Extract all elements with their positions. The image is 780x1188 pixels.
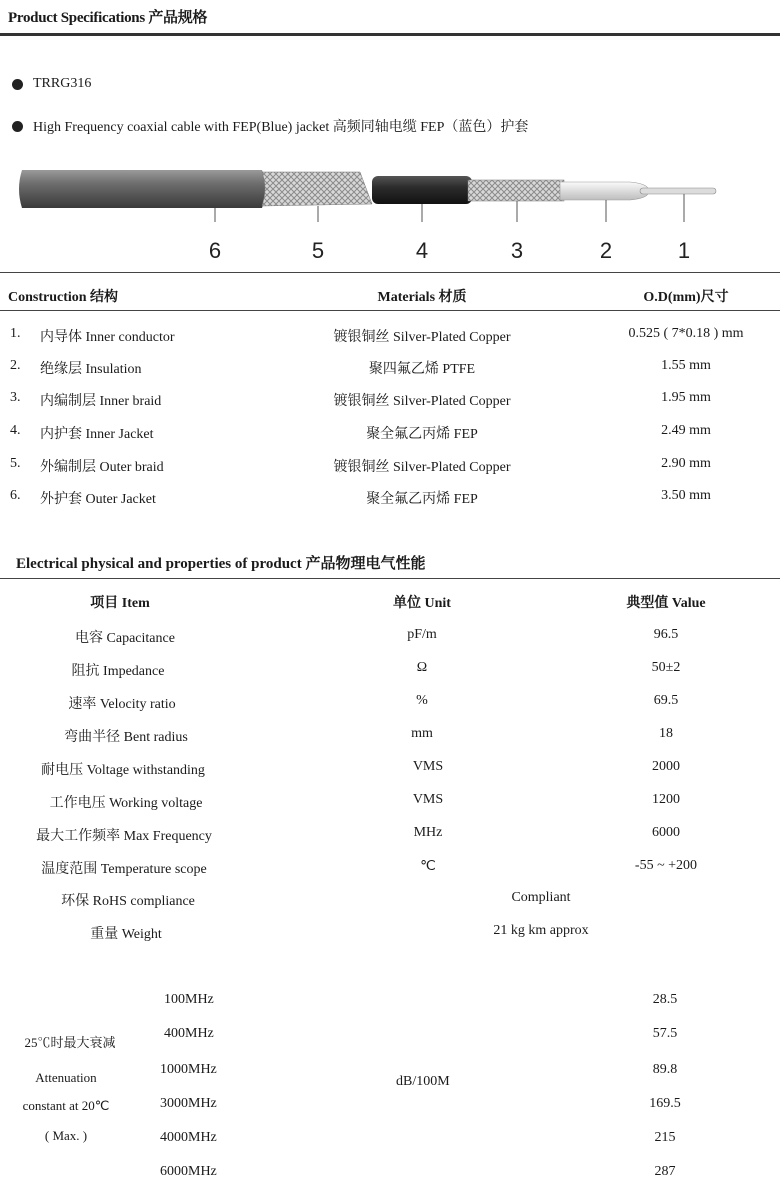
property-unit: ℃ [420, 859, 436, 874]
property-value: 18 [659, 726, 673, 741]
unit-header: 单位 Unit [393, 596, 451, 611]
electrical-top-rule [0, 578, 780, 579]
frequency: 100MHz [164, 992, 214, 1007]
component-od: 3.50 mm [661, 488, 711, 503]
row-number: 6. [10, 488, 21, 503]
component-name: 内护套 Inner Jacket [40, 427, 154, 442]
component-name: 内编制层 Inner braid [40, 394, 162, 409]
item-header: 项目 Item [90, 596, 150, 611]
component-name: 外护套 Outer Jacket [40, 492, 156, 507]
outer-braid-shape [262, 172, 372, 206]
property-value: Compliant [511, 890, 571, 905]
inner-conductor-shape [640, 188, 716, 194]
electrical-header-row [0, 592, 780, 612]
property-name: 电容 Capacitance [75, 631, 175, 646]
property-name: 环保 RoHS compliance [61, 894, 195, 909]
diagram-label-6: 6 [208, 238, 222, 263]
attenuation-value: 287 [654, 1164, 676, 1179]
property-value: 50±2 [651, 660, 681, 675]
attenuation-value: 215 [654, 1130, 676, 1145]
row-number: 1. [10, 326, 21, 341]
component-material: 聚全氟乙丙烯 FEP [366, 427, 478, 442]
frequency: 400MHz [164, 1026, 214, 1041]
bullet-icon [12, 121, 23, 132]
component-material: 镀银铜丝 Silver-Plated Copper [333, 394, 511, 409]
insulation-shape [560, 182, 648, 200]
frequency: 4000MHz [160, 1130, 217, 1145]
property-unit: pF/m [407, 627, 437, 642]
cable-cross-section-diagram [0, 150, 780, 270]
frequency: 6000MHz [160, 1164, 217, 1179]
property-unit: mm [411, 726, 433, 741]
model-name: TRRG316 [33, 76, 92, 91]
construction-header: Construction 结构 [8, 290, 119, 305]
component-od: 1.55 mm [661, 358, 711, 373]
row-number: 4. [10, 423, 21, 438]
frequency: 3000MHz [160, 1096, 217, 1111]
diagram-label-3: 3 [510, 238, 524, 263]
component-name: 外编制层 Outer braid [40, 460, 164, 475]
row-number: 3. [10, 390, 21, 405]
property-value: 1200 [652, 792, 680, 807]
od-header: O.D(mm)尺寸 [643, 290, 729, 305]
row-number: 2. [10, 358, 21, 373]
component-od: 0.525 ( 7*0.18 ) mm [628, 326, 744, 341]
component-material: 聚全氟乙丙烯 FEP [366, 492, 478, 507]
property-name: 弯曲半径 Bent radius [64, 730, 188, 745]
component-material: 聚四氟乙烯 PTFE [368, 362, 476, 377]
header-divider [0, 33, 780, 36]
construction-header-rule [0, 310, 780, 311]
product-description: High Frequency coaxial cable with FEP(Blue) jacket 高频同轴电缆 FEP（蓝色）护套 [33, 120, 529, 135]
page-title: Product Specifications 产品规格 [8, 10, 208, 26]
attenuation-label-en-1: Attenuation [35, 1070, 97, 1085]
diagram-label-1: 1 [677, 238, 691, 263]
diagram-label-4: 4 [415, 238, 429, 263]
property-unit: Ω [416, 660, 428, 675]
attenuation-label-en-3: ( Max. ) [44, 1128, 88, 1143]
diagram-label-5: 5 [311, 238, 325, 263]
property-name: 速率 Velocity ratio [68, 697, 176, 712]
attenuation-label-en-2: constant at 20℃ [22, 1098, 110, 1113]
property-unit: VMS [412, 759, 444, 774]
property-value: 6000 [652, 825, 680, 840]
construction-top-rule [0, 272, 780, 273]
property-unit: VMS [412, 792, 444, 807]
construction-header-row [0, 286, 780, 306]
outer-jacket-shape [19, 170, 266, 208]
description-line [12, 116, 528, 136]
property-name: 温度范围 Temperature scope [41, 862, 207, 877]
attenuation-value: 169.5 [649, 1096, 681, 1111]
property-value: 21 kg km approx [493, 923, 589, 938]
attenuation-unit: dB/100M [396, 1074, 450, 1089]
component-od: 2.90 mm [661, 456, 711, 471]
property-value: 2000 [652, 759, 680, 774]
attenuation-value: 57.5 [652, 1026, 678, 1041]
diagram-label-2: 2 [599, 238, 613, 263]
component-od: 2.49 mm [661, 423, 711, 438]
bullet-icon [12, 79, 23, 90]
component-material: 镀银铜丝 Silver-Plated Copper [333, 460, 511, 475]
value-header: 典型值 Value [626, 596, 706, 611]
attenuation-value: 89.8 [652, 1062, 678, 1077]
property-name: 工作电压 Working voltage [49, 796, 203, 811]
attenuation-label-cn: 25℃时最大衰减 [24, 1035, 116, 1050]
property-unit: % [416, 693, 428, 708]
materials-header: Materials 材质 [377, 290, 467, 305]
property-name: 最大工作频率 Max Frequency [36, 829, 212, 844]
property-value: 69.5 [653, 693, 679, 708]
inner-braid-shape [468, 180, 564, 201]
property-unit: MHz [413, 825, 443, 840]
component-name: 绝缘层 Insulation [40, 362, 142, 377]
property-name: 耐电压 Voltage withstanding [41, 763, 205, 778]
property-value: 96.5 [653, 627, 679, 642]
property-name: 阻抗 Impedance [71, 664, 165, 679]
component-name: 内导体 Inner conductor [40, 330, 175, 345]
model-line [12, 76, 91, 92]
frequency: 1000MHz [160, 1062, 217, 1077]
inner-jacket-shape [372, 176, 472, 204]
component-material: 镀银铜丝 Silver-Plated Copper [333, 330, 511, 345]
component-od: 1.95 mm [661, 390, 711, 405]
attenuation-value: 28.5 [652, 992, 678, 1007]
property-name: 重量 Weight [90, 927, 162, 942]
row-number: 5. [10, 456, 21, 471]
electrical-section-title: Electrical physical and properties of product 产品物理电气性能 [16, 556, 426, 572]
property-value: -55 ~ +200 [634, 858, 698, 873]
